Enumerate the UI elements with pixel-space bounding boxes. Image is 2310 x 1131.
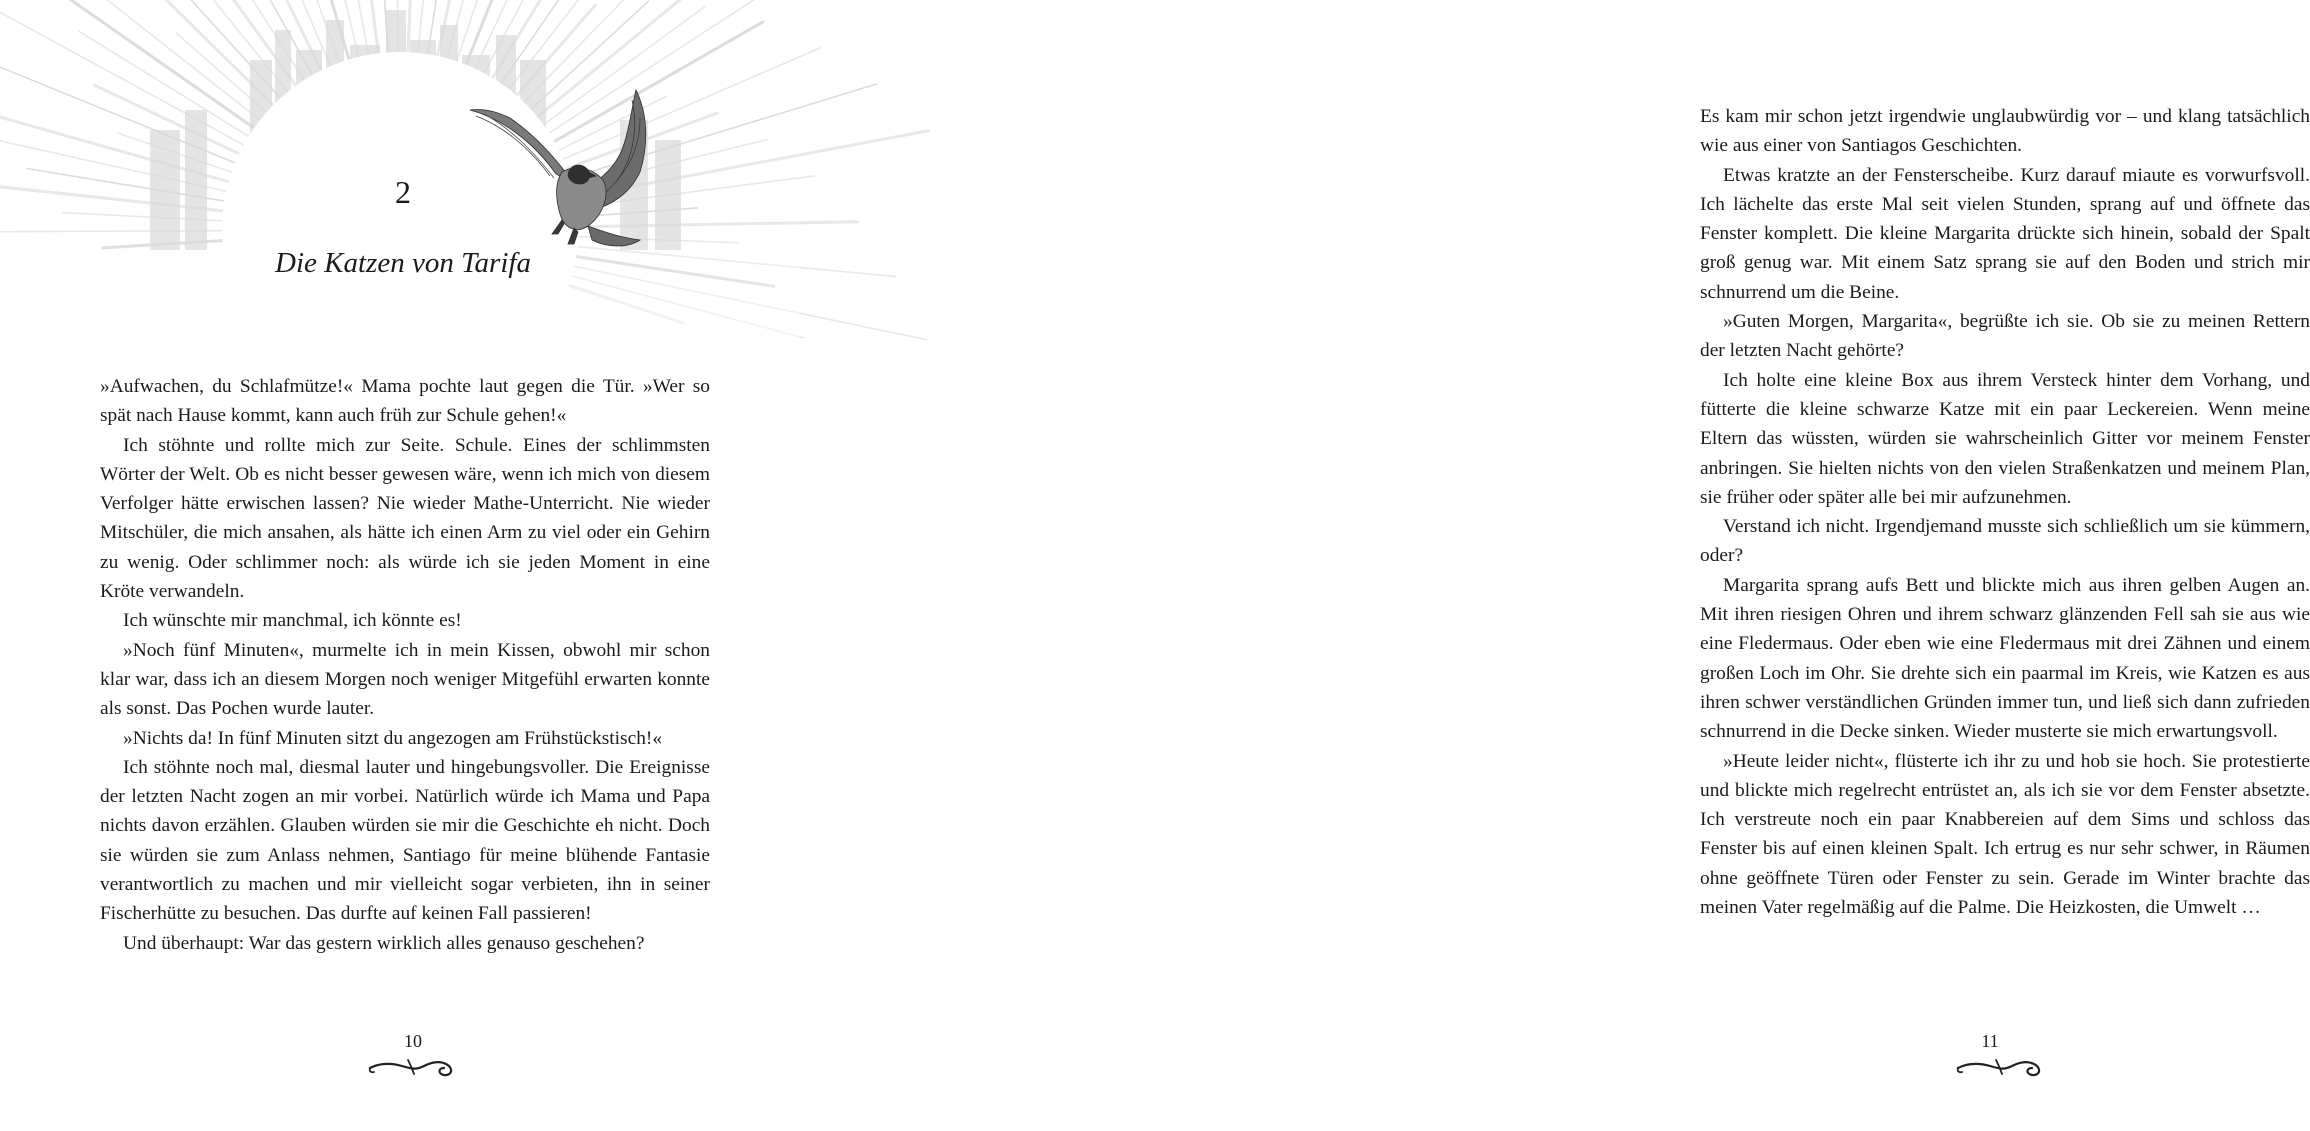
paragraph: Verstand ich nicht. Irgendjemand musste sich schließlich um sie kümmern, oder? bbox=[1700, 516, 2310, 567]
paragraph: Ich stöhnte noch mal, diesmal lauter und hingebungsvoller. Die Ereignisse der letzten Nacht zogen an mir vorbei. Natürlich würde ich Mama und Papa nichts davon erzählen. Glauben würden sie mir die Geschichte eh nicht. Doch sie würden sie zum Anlass nehmen, Santiago für meine blühende Fantasie verantwortlich zu machen und mir vielleicht sogar verbieten, ihn in seiner Fischerhütte zu besuchen. Das durfte auf keinen Fall passieren! bbox=[100, 756, 710, 925]
page-number: 11 bbox=[1981, 1031, 1999, 1051]
paragraph: »Aufwachen, du Schlafmütze!« Mama pochte laut gegen die Tür. »Wer so spät nach Hause kommt, kann auch früh zur Schule gehen!« bbox=[100, 376, 710, 427]
left-page-text bbox=[100, 372, 710, 958]
right-page-text bbox=[1700, 102, 2310, 922]
paragraph: Es kam mir schon jetzt irgendwie unglaubwürdig vor – und klang tatsächlich wie aus einer von Santiagos Geschichten. bbox=[1700, 106, 2310, 157]
flourish-ornament-icon bbox=[368, 1054, 458, 1080]
chapter-number: 2 bbox=[395, 174, 411, 210]
paragraph: Etwas kratzte an der Fensterscheibe. Kurz darauf miaute es vorwurfsvoll. Ich lächelte das erste Mal seit vielen Stunden, sprang auf und öffnete das Fenster komplett. Die kleine Margarita drückte sich hinein, sobald der Spalt groß genug war. Mit einem Satz sprang sie auf den Boden und strich mir schnurrend um die Beine. bbox=[1700, 164, 2310, 303]
paragraph: Ich stöhnte und rollte mich zur Seite. Schule. Eines der schlimmsten Wörter der Welt. Ob es nicht besser gewesen wäre, wenn ich mich von diesem Verfolger hätte erwischen lassen? Nie wieder Mathe-Unterricht. Nie wieder Mitschüler, die mich ansahen, als hätte ich einen Arm zu viel oder ein Gehirn zu wenig. Oder schlimmer noch: als würde ich sie jeden Moment in eine Kröte verwandeln. bbox=[100, 434, 710, 603]
paragraph: »Nichts da! In fünf Minuten sitzt du angezogen am Frühstückstisch!« bbox=[123, 727, 663, 749]
page-number: 10 bbox=[404, 1031, 422, 1051]
right-page bbox=[800, 0, 2310, 1131]
paragraph: Ich wünschte mir manchmal, ich könnte es! bbox=[123, 610, 462, 632]
paragraph: Ich holte eine kleine Box aus ihrem Versteck hinter dem Vorhang, und fütterte die kleine schwarze Katze mit ein paar Leckereien. Wenn meine Eltern das wüssten, würden sie wahrscheinlich Gitter vor meinem Fenster anbringen. Sie hielten nichts von den vielen Straßenkatzen und meinem Plan, sie früher oder später alle bei mir aufzunehmen. bbox=[1700, 369, 2310, 508]
paragraph: »Noch fünf Minuten«, murmelte ich in mein Kissen, obwohl mir schon klar war, dass ich an diesem Morgen noch weniger Mitgefühl erwarten konnte als sonst. Das Pochen wurde lauter. bbox=[100, 639, 710, 720]
paragraph: »Heute leider nicht«, flüsterte ich ihr zu und hob sie hoch. Sie protestierte und blickte mich regelrecht entrüstet an, als ich sie vor dem Fenster absetzte. Ich verstreute noch ein paar Knabbereien auf dem Sims und schloss das Fenster bis auf einen kleinen Spalt. Ich ertrug es nur sehr schwer, in Räumen ohne geöffnete Türen oder Fenster zu sein. Gerade im Winter brachte das meinen Vater regelmäßig auf die Palme. Die Heizkosten, die Umwelt … bbox=[1700, 750, 2310, 919]
chapter-title: Die Katzen von Tarifa bbox=[275, 247, 531, 279]
flourish-ornament-icon bbox=[1956, 1054, 2046, 1080]
paragraph: Und überhaupt: War das gestern wirklich alles genauso geschehen? bbox=[123, 932, 645, 954]
paragraph: »Guten Morgen, Margarita«, begrüßte ich sie. Ob sie zu meinen Rettern der letzten Nacht gehörte? bbox=[1700, 311, 2310, 362]
paragraph: Margarita sprang aufs Bett und blickte mich aus ihren gelben Augen an. Mit ihren riesigen Ohren und ihrem schwarz glänzenden Fell sah sie aus wie eine Fledermaus. Oder eben wie eine Fledermaus mit drei Zähnen und einem großen Loch im Ohr. Sie drehte sich ein paarmal im Kreis, wie Katzen es aus ihren schwer verständlichen Gründen immer tun, und ließ sich dann zufrieden schnurrend in die Decke sinken. Wieder musterte sie mich erwartungsvoll. bbox=[1700, 574, 2310, 743]
left-page bbox=[0, 0, 800, 1131]
